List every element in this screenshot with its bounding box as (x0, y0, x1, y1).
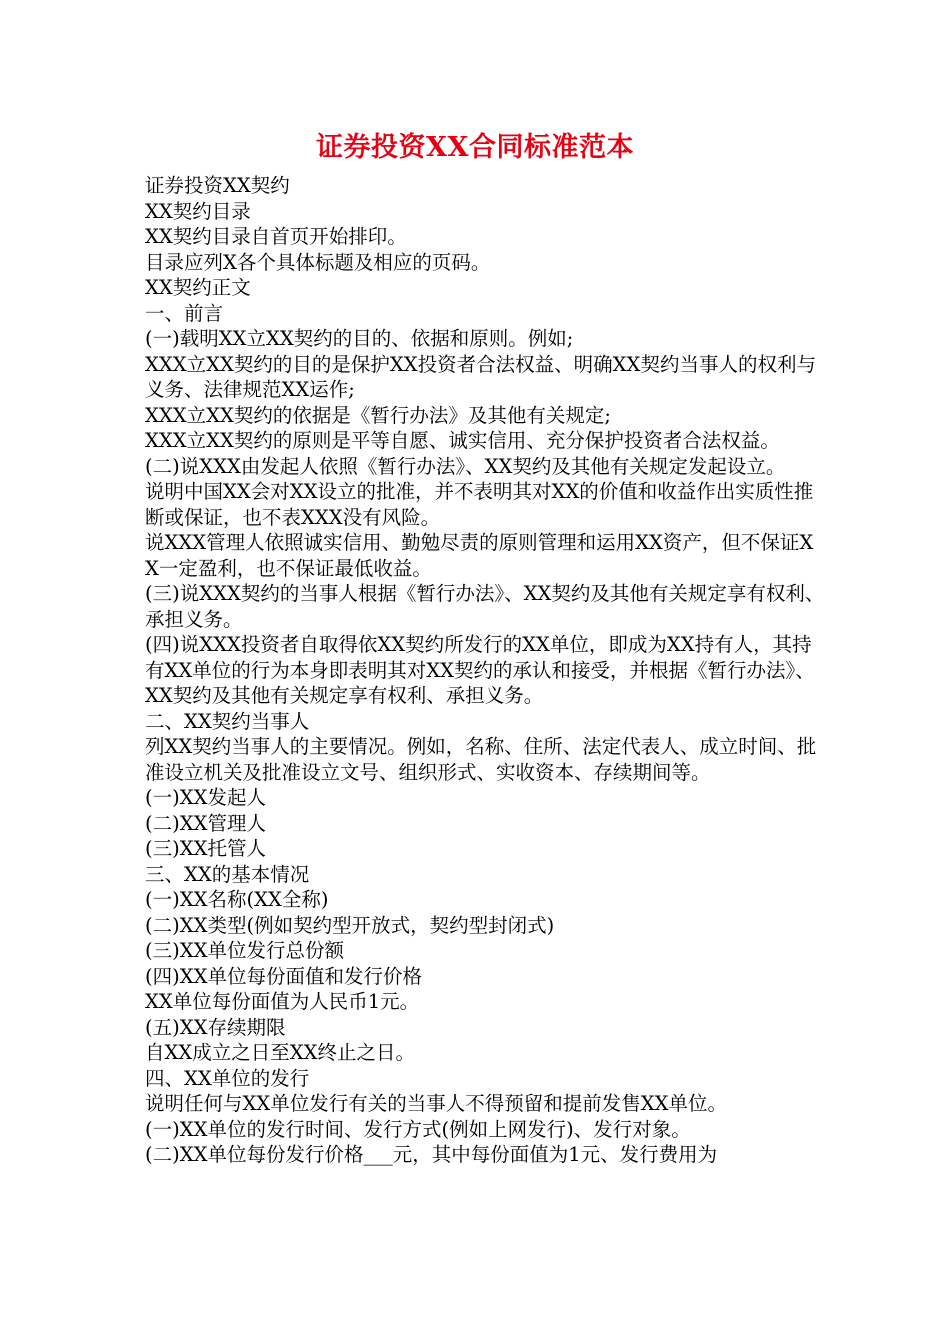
paragraph: XX契约目录自首页开始排印。 (145, 225, 407, 248)
paragraph: (五)XX存续期限 (145, 1015, 286, 1039)
paragraph: (二)XX管理人 (145, 811, 266, 835)
paragraph: 说明中国XX会对XX设立的批准，并不表明其对XX的价值和收益作出实质性推断或保证，也不表XXX没有风险。 (145, 480, 814, 529)
paragraph: (一)载明XX立XX契约的目的、依据和原则。例如; (145, 327, 574, 350)
paragraph: (四)XX单位每份面值和发行价格 (145, 964, 422, 988)
paragraph: XX契约目录 (145, 199, 251, 223)
section-heading: 一、前言 (145, 301, 224, 325)
paragraph: (三)说XXX契约的当事人根据《暂行办法》、XX契约及其他有关规定享有权利、承担义务。 (145, 582, 825, 631)
paragraph: XX单位每份面值为人民币1元。 (145, 990, 420, 1013)
document-title: 证券投资XX合同标准范本 (316, 132, 634, 163)
document-body (145, 173, 825, 1168)
paragraph: 列XX契约当事人的主要情况。例如，名称、住所、法定代表人、成立时间、批准设立机关及批准设立文号、组织形式、实收资本、存续期间等。 (145, 735, 817, 784)
paragraph: (一)XX发起人 (145, 786, 266, 809)
paragraph: (二)XX类型(例如契约型开放式，契约型封闭式) (145, 913, 555, 937)
paragraph: (一)XX名称(XX全称) (145, 888, 329, 911)
paragraph: (三)XX单位发行总份额 (145, 939, 344, 962)
paragraph: 目录应列X各个具体标题及相应的页码。 (145, 250, 491, 274)
paragraph: XXX立XX契约的依据是《暂行办法》及其他有关规定; (145, 403, 611, 427)
paragraph: (二)XX单位每份发行价格___元，其中每份面值为1元、发行费用为 (145, 1143, 718, 1166)
paragraph: XXX立XX契约的原则是平等自愿、诚实信用、充分保护投资者合法权益。 (145, 429, 780, 452)
paragraph: (三)XX托管人 (145, 837, 266, 860)
paragraph: (二)说XXX由发起人依照《暂行办法》、XX契约及其他有关规定发起设立。 (145, 454, 786, 478)
paragraph: 证券投资XX契约 (145, 174, 290, 197)
paragraph: XX契约正文 (145, 276, 251, 299)
paragraph: 自XX成立之日至XX终止之日。 (145, 1041, 416, 1064)
paragraph: (一)XX单位的发行时间、发行方式(例如上网发行)、发行对象。 (145, 1117, 691, 1141)
section-heading: 二、XX契约当事人 (145, 709, 310, 733)
paragraph: 说明任何与XX单位发行有关的当事人不得预留和提前发售XX单位。 (145, 1092, 728, 1115)
paragraph: (四)说XXX投资者自取得依XX契约所发行的XX单位，即成为XX持有人，其持有XX单位的行为本身即表明其对XX契约的承认和接受，并根据《暂行办法》、XX契约及其他有关规定享有权利、承担义务。 (145, 633, 815, 707)
paragraph: XXX立XX契约的目的是保护XX投资者合法权益、明确XX契约当事人的权利与义务、法律规范XX运作; (145, 352, 816, 401)
section-heading: 三、XX的基本情况 (145, 862, 310, 886)
paragraph: 说XXX管理人依照诚实信用、勤勉尽责的原则管理和运用XX资产，但不保证XX一定盈利，也不保证最低收益。 (145, 531, 814, 580)
section-heading: 四、XX单位的发行 (145, 1066, 310, 1090)
